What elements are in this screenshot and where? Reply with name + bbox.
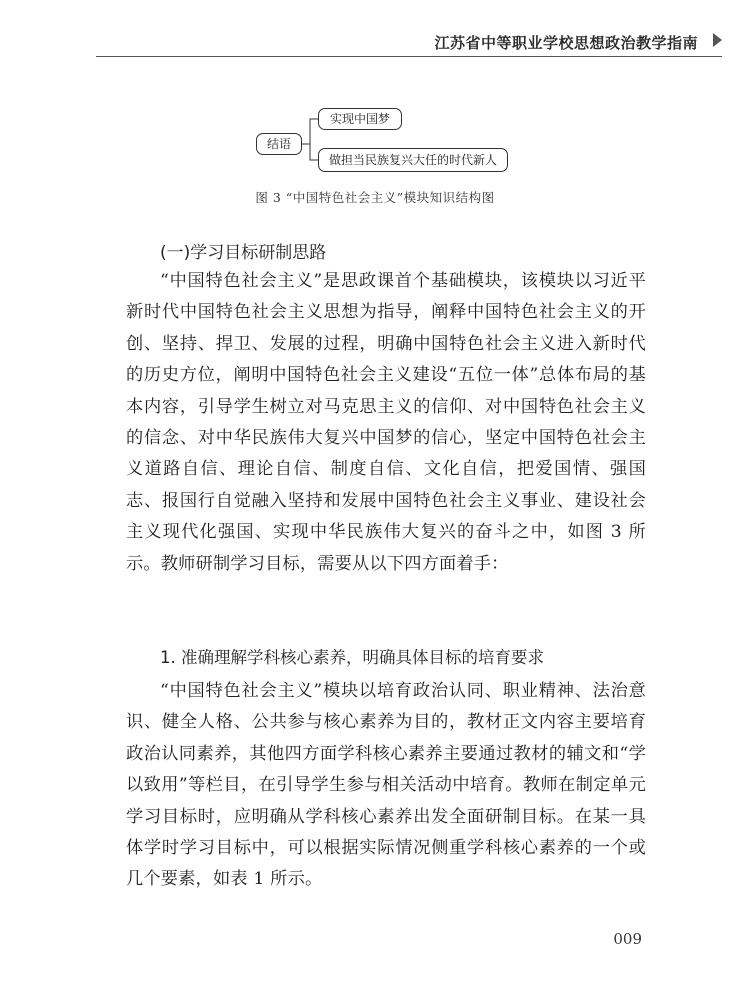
- body-paragraph-1: “中国特色社会主义”是思政课首个基础模块，该模块以习近平新时代中国特色社会主义思想为指导，阐释中国特色社会主义的开创、坚持、捍卫、发展的过程，明确中国特色社会主义进入新时代的历史方位，阐明中国特色社会主义建设“五位一体”总体布局的基本内容，引导学生树立对马克思主义的信仰、对中国特色社会主义的信念、对中华民族伟大复兴中国梦的信心，坚定中国特色社会主义道路自信、理论自信、制度自信、文化自信，把爱国情、强国志、报国行自觉融入坚持和发展中国特色社会主义事业、建设社会主义现代化强国、实现中华民族伟大复兴的奋斗之中，如图 3 所示。教师研制学习目标，需要从以下四方面着手：: [126, 271, 646, 574]
- diagram-node-child-2: 做担当民族复兴大任的时代新人: [318, 148, 508, 172]
- triangle-arrow-icon: [713, 33, 722, 47]
- running-header: [0, 0, 750, 64]
- diagram-node-root: 结语: [256, 133, 302, 155]
- header-title: 江苏省中等职业学校思想政治教学指南: [434, 34, 698, 52]
- section-heading: (一)学习目标研制思路: [160, 243, 327, 263]
- subsection-heading-1: 1. 准确理解学科核心素养，明确具体目标的培育要求: [160, 648, 544, 667]
- header-rule: [96, 56, 722, 57]
- diagram-node-child-1: 实现中国梦: [318, 108, 402, 130]
- body-paragraph-2: “中国特色社会主义”模块以培育政治认同、职业精神、法治意识、健全人格、公共参与核心素养为目的，教材正文内容主要培育政治认同素养，其他四方面学科核心素养主要通过教材的辅文和“学以致用”等栏目，在引导学生参与相关活动中培育。教师在制定单元学习目标时，应明确从学科核心素养出发全面研制目标。在某一具体学时学习目标中，可以根据实际情况侧重学科核心素养的一个或几个要素，如表 1 所示。: [126, 681, 646, 890]
- figure-caption: 图 3 “中国特色社会主义”模块知识结构图: [255, 190, 495, 205]
- knowledge-structure-diagram: [0, 100, 750, 190]
- page-number: 009: [613, 930, 642, 948]
